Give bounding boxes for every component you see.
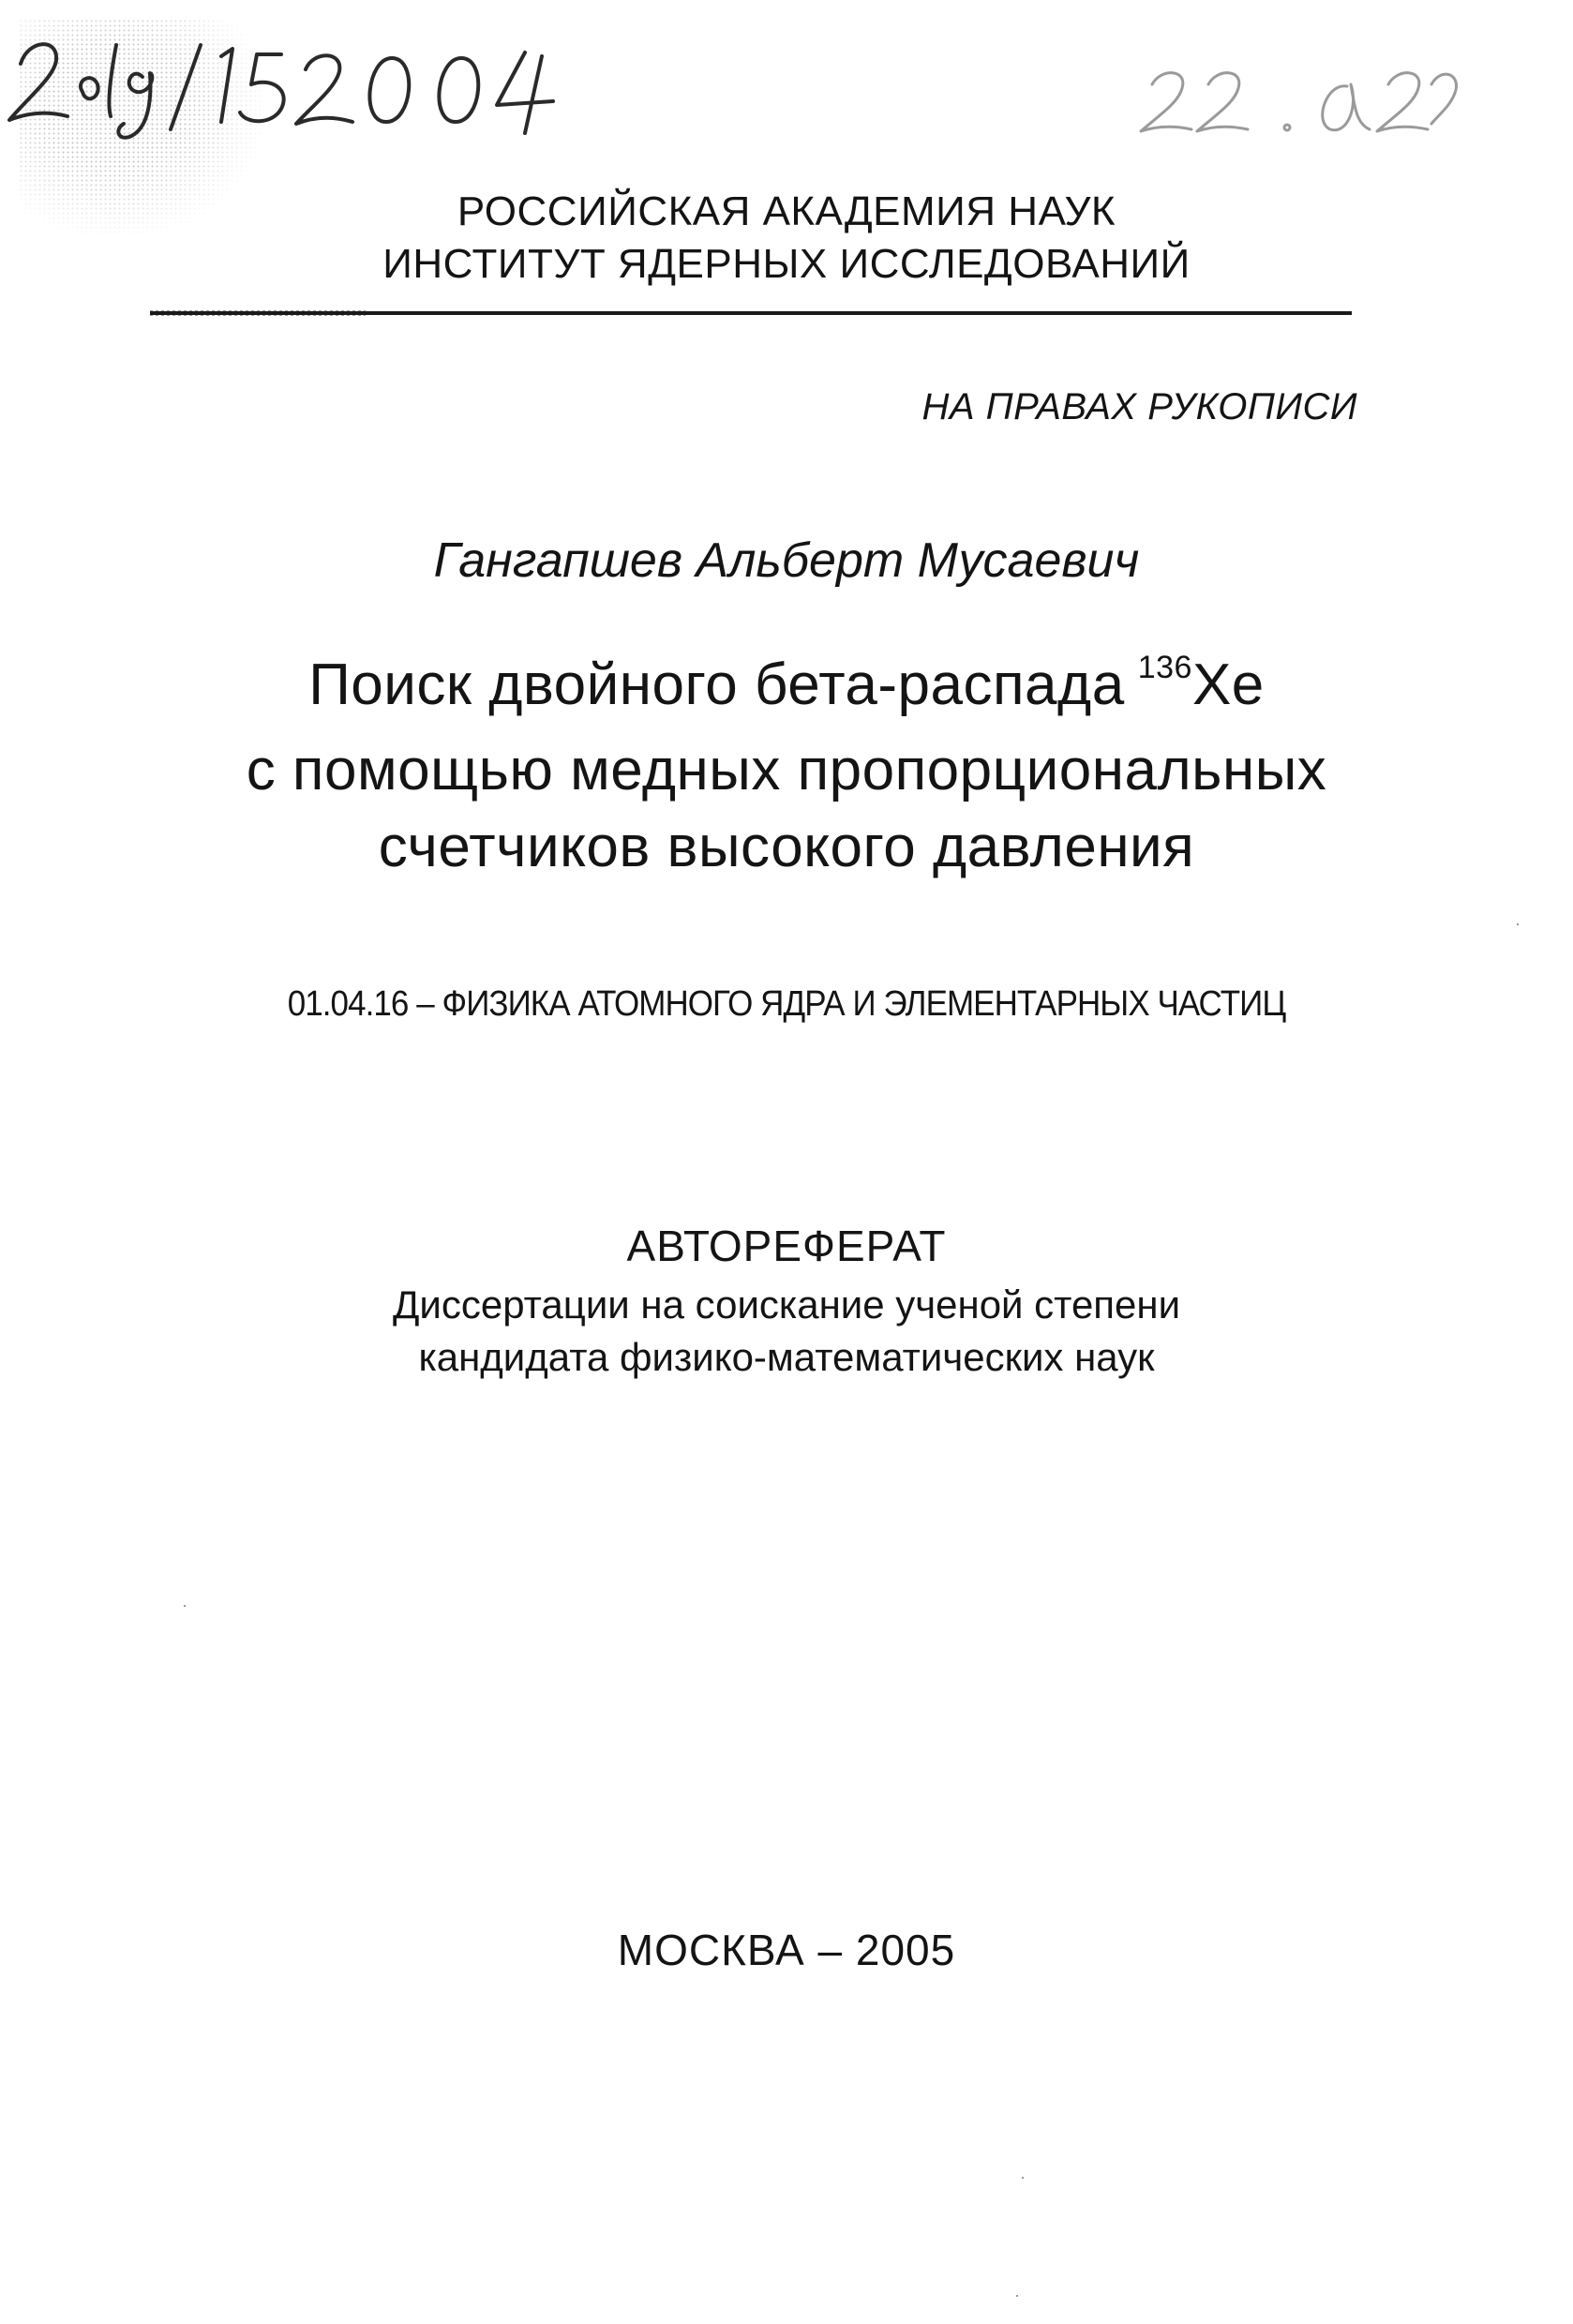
title-line-1	[0, 647, 1573, 732]
title-line-2: с помощью медных пропорциональных	[246, 738, 1327, 802]
handwritten-mark	[1130, 56, 1467, 141]
scan-speck	[184, 1605, 186, 1607]
city-year: МОСКВА – 2005	[617, 1926, 956, 1974]
author-name: Гангапшев Альберт Мусаевич	[433, 533, 1140, 588]
title-line-1-text: Поиск двойного бета-распада	[308, 652, 1125, 717]
isotope-symbol: Xe	[1191, 652, 1265, 717]
scan-speck	[1517, 923, 1519, 925]
organization-line-2: ИНСТИТУТ ЯДЕРНЫХ ИССЛЕДОВАНИЙ	[382, 241, 1191, 287]
abstract-line-2: кандидата физико-математических наук	[418, 1335, 1155, 1379]
scan-speck	[1016, 2295, 1018, 2297]
organization-line-1: РОССИЙСКАЯ АКАДЕМИЯ НАУК	[457, 188, 1116, 234]
dissertation-title	[0, 647, 1573, 886]
isotope-mass-number: 136	[1137, 650, 1192, 685]
handwritten-archive-number	[0, 19, 656, 141]
header-rule	[150, 311, 1352, 315]
manuscript-note: НА ПРАВАХ РУКОПИСИ	[921, 386, 1357, 427]
specialty-code: 01.04.16 – ФИЗИКА АТОМНОГО ЯДРА И ЭЛЕМЕНТАРНЫХ ЧАСТИЦ	[287, 984, 1286, 1024]
title-line-3: счетчиков высокого давления	[378, 815, 1195, 879]
abstract-line-1: Диссертации на соискание ученой степени	[392, 1282, 1181, 1327]
abstract-heading: АВТОРЕФЕРАТ	[626, 1222, 947, 1270]
scan-speck	[1022, 2177, 1024, 2179]
